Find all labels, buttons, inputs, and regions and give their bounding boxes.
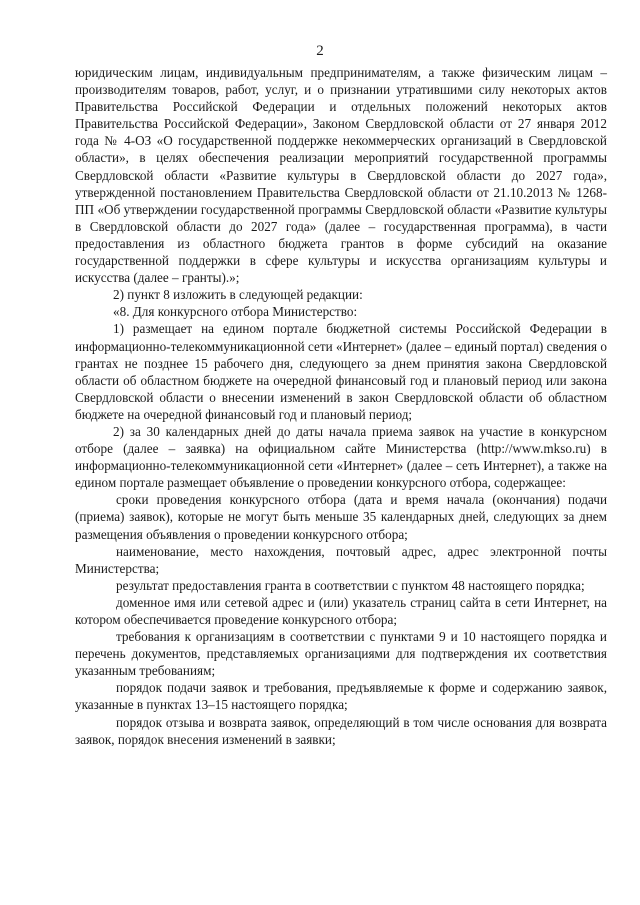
paragraph-submission: порядок подачи заявок и требования, предъявляемые к форме и содержанию заявок, указанные в пунктах 13–15 настоящего порядка; [75,680,607,713]
paragraph-terms: сроки проведения конкурсного отбора (дата и время начала (окончания) подачи (приема) заявок), которые не могут быть меньше 35 календарных дней, следующих за днем размещения объявления о проведении конкурсного отбора; [75,492,607,542]
paragraph-domain: доменное имя или сетевой адрес и (или) указатель страниц сайта в сети Интернет, на котором обеспечивается проведение конкурсного отбора; [75,594,607,627]
paragraph-point-8: «8. Для конкурсного отбора Министерство: [113,304,358,320]
paragraph-subitem-1: 1) размещает на едином портале бюджетной системы Российской Федерации в информационно-телекоммуникационной сети «Интернет» (далее – единый портал) сведения о грантах не позднее 15 рабочего дня, следующего за днем принятия закона Свердловской области об областном бюджете на очередной финансовый год и плановый период или закона Свердловской области о внесении изменений в закон Свердловской области об областном бюджете на очередной финансовый год и плановый период; [75,321,607,422]
paragraph-result: результат предоставления гранта в соответствии с пунктом 48 настоящего порядка; [116,577,585,593]
document-body [75,64,607,748]
page-number: 2 [316,43,324,59]
paragraph-continuation: юридическим лицам, индивидуальным предпринимателям, а также физическим лицам – производителям товаров, работ, услуг, и о признании утратившими силу некоторых актов Правительства Российской Федерации и отдельных положений некоторых актов Правительства Российской Федерации», Законом Свердловской области от 27 января 2012 года № 4-ОЗ «О государственной поддержке некоммерческих организаций в Свердловской области», в целях обеспечения реализации мероприятий государственной программы Свердловской области «Развитие культуры в Свердловской области до 2027 года», утвержденной постановлением Правительства Свердловской области от 21.10.2013 № 1268-ПП «Об утверждении государственной программы Свердловской области «Развитие культуры в Свердловской области до 2027 года» (далее – государственная программа), в части предоставления из областного бюджета грантов в форме субсидий на оказание государственной поддержки в сфере культуры и искусства организациям культуры и искусства (далее – гранты).»; [75,65,607,286]
paragraph-subitem-2: 2) за 30 календарных дней до даты начала приема заявок на участие в конкурсном отборе (далее – заявка) на официальном сайте Министерства (http://www.mkso.ru) в информационно-телекоммуникационной сети «Интернет» (далее – сеть Интернет), а также на едином портале размещает объявление о проведении конкурсного отбора, содержащее: [75,423,607,491]
paragraph-requirements: требования к организациям в соответствии с пунктами 9 и 10 настоящего порядка и перечень документов, представляемых организациями для подтверждения их соответствия указанным требованиям; [75,629,607,679]
paragraph-address: наименование, место нахождения, почтовый адрес, адрес электронной почты Министерства; [75,543,607,576]
paragraph-withdrawal: порядок отзыва и возврата заявок, определяющий в том числе основания для возврата заявок, порядок внесения изменений в заявки; [75,714,607,747]
paragraph-item-2: 2) пункт 8 изложить в следующей редакции: [113,287,363,303]
